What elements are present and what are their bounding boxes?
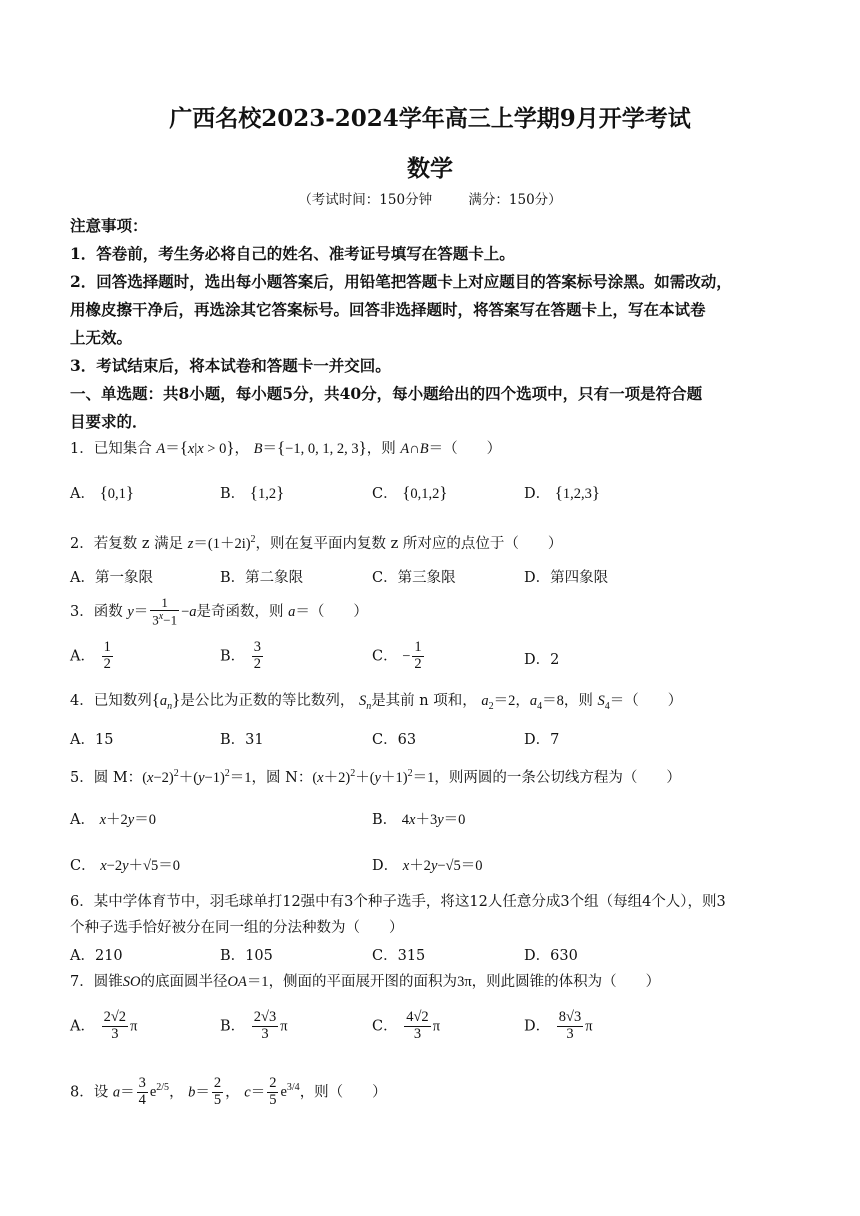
option-d: D． x＋2y−√5＝0 [372,858,483,874]
notice-item-1: 1．答卷前，考生务必将自己的姓名、准考证号填写在答题卡上。 [70,244,515,263]
notice-item-2c: 上无效。 [70,328,133,347]
question-7: 7．圆锥SO的底面圆半径OA＝1，侧面的平面展开图的面积为3π，则此圆锥的体积为（ ） [70,974,661,990]
option-c: C．315 [372,948,426,964]
question-6-line2: 个种子选手恰好被分在同一组的分法种数为（ ） [70,920,404,936]
section-heading-line2: 目要求的． [70,412,148,431]
question-3-options [70,640,795,680]
option-c: C．第三象限 [372,570,456,586]
question-2-options [70,566,795,594]
option-c: C． $\frac{4√2}{3}$ π [372,1009,441,1042]
question-7-options [70,1010,795,1056]
option-d: D． $\frac{8√3}{3}$ π [524,1009,593,1042]
option-b: B． $\frac{3}{2}$ [220,639,262,672]
notice-item-3: 3．考试结束后，将本试卷和答题卡一并交回。 [70,356,391,375]
question-2: 2．若复数 z 满足 $z=(1+2i)^2$，则在复平面内复数 z 所对应的点位于（ ） [70,534,563,552]
question-3: 3．函数 y＝ $\frac{1}{3^x-1}$ −a是奇函数，则 a＝（ ） [70,595,368,628]
option-d: D．2 [524,652,560,668]
option-a: A． $\frac{2√2}{3}$ π [70,1009,138,1042]
option-c: C． x−2y＋√5＝0 [70,858,180,874]
option-a: A． x＋2y＝0 [70,812,156,828]
option-a: A．15 [70,732,114,748]
exam-info [0,188,860,208]
subject-title: 数学 [407,155,453,182]
option-c: C．63 [372,732,417,748]
notice-heading: 注意事项： [70,216,148,235]
question-6-line1: 6．某中学体育节中，羽毛球单打12强中有3个种子选手，将这12人任意分成3个组（每组4个人），则3 [70,894,726,910]
question-4-options [70,728,795,756]
exam-score: 满分：150分） [468,192,562,208]
question-8: 8．设 a＝ $\frac{3}{4}$ $e^{2/5}$， b＝ $\frac{2}{5}$ ， c＝ $\frac{2}{5}$ $e^{3/4}$，则（ ） [70,1075,387,1108]
option-b: B． {1,2} [220,483,285,502]
option-d: D．630 [524,948,578,964]
option-b: B．31 [220,732,264,748]
option-a: A．210 [70,948,123,964]
question-6-options [70,944,795,972]
question-5: 5．圆 M：$(x-2)^2+(y-1)^2=1$，圆 N：$(x+2)^2+(y+1)^2=1$，则两圆的一条公切线方程为（ ） [70,768,681,786]
question-4: 4．已知数列$\{a_n\}$是公比为正数的等比数列， $S_n$是其前 n 项和， $a_2=2$，$a_4=8$，则 $S_4=$（ ） [70,690,683,712]
notice-item-2b: 用橡皮擦干净后，再选涂其它答案标号。回答非选择题时，将答案写在答题卡上，写在本试卷 [70,300,706,319]
option-b: B．第二象限 [220,570,304,586]
option-a: A． {0,1} [70,483,135,502]
question-1-options [70,482,795,510]
option-b: B． $\frac{2√3}{3}$ π [220,1009,288,1042]
option-d: D． {1,2,3} [524,483,601,502]
option-a: A． $\frac{1}{2}$ [70,639,111,672]
question-1: 1．已知集合 A＝{x|x > 0}， B＝{−1, 0, 1, 2, 3}，则 A∩B＝（ ） [70,438,502,457]
section-heading-line1: 一、单选题：共8小题，每小题5分，共40分，每小题给出的四个选项中，只有一项是符合题 [70,384,703,403]
option-c: C． − $\frac{1}{2}$ [372,639,422,672]
notice-item-2a: 2．回答选择题时，选出每小题答案后，用铅笔把答题卡上对应题目的答案标号涂黑。如需改动， [70,272,732,291]
exam-time: （考试时间：150分钟 [298,192,433,208]
option-d: D．第四象限 [524,570,609,586]
option-d: D．7 [524,732,560,748]
option-b: B． 4x＋3y＝0 [372,812,466,828]
option-b: B．105 [220,948,273,964]
option-c: C． {0,1,2} [372,483,448,502]
question-5-options-cd [70,854,795,882]
exam-title: 广西名校2023-2024学年高三上学期9月开学考试 [169,105,691,132]
question-5-options-ab [70,808,795,836]
option-a: A．第一象限 [70,570,153,586]
